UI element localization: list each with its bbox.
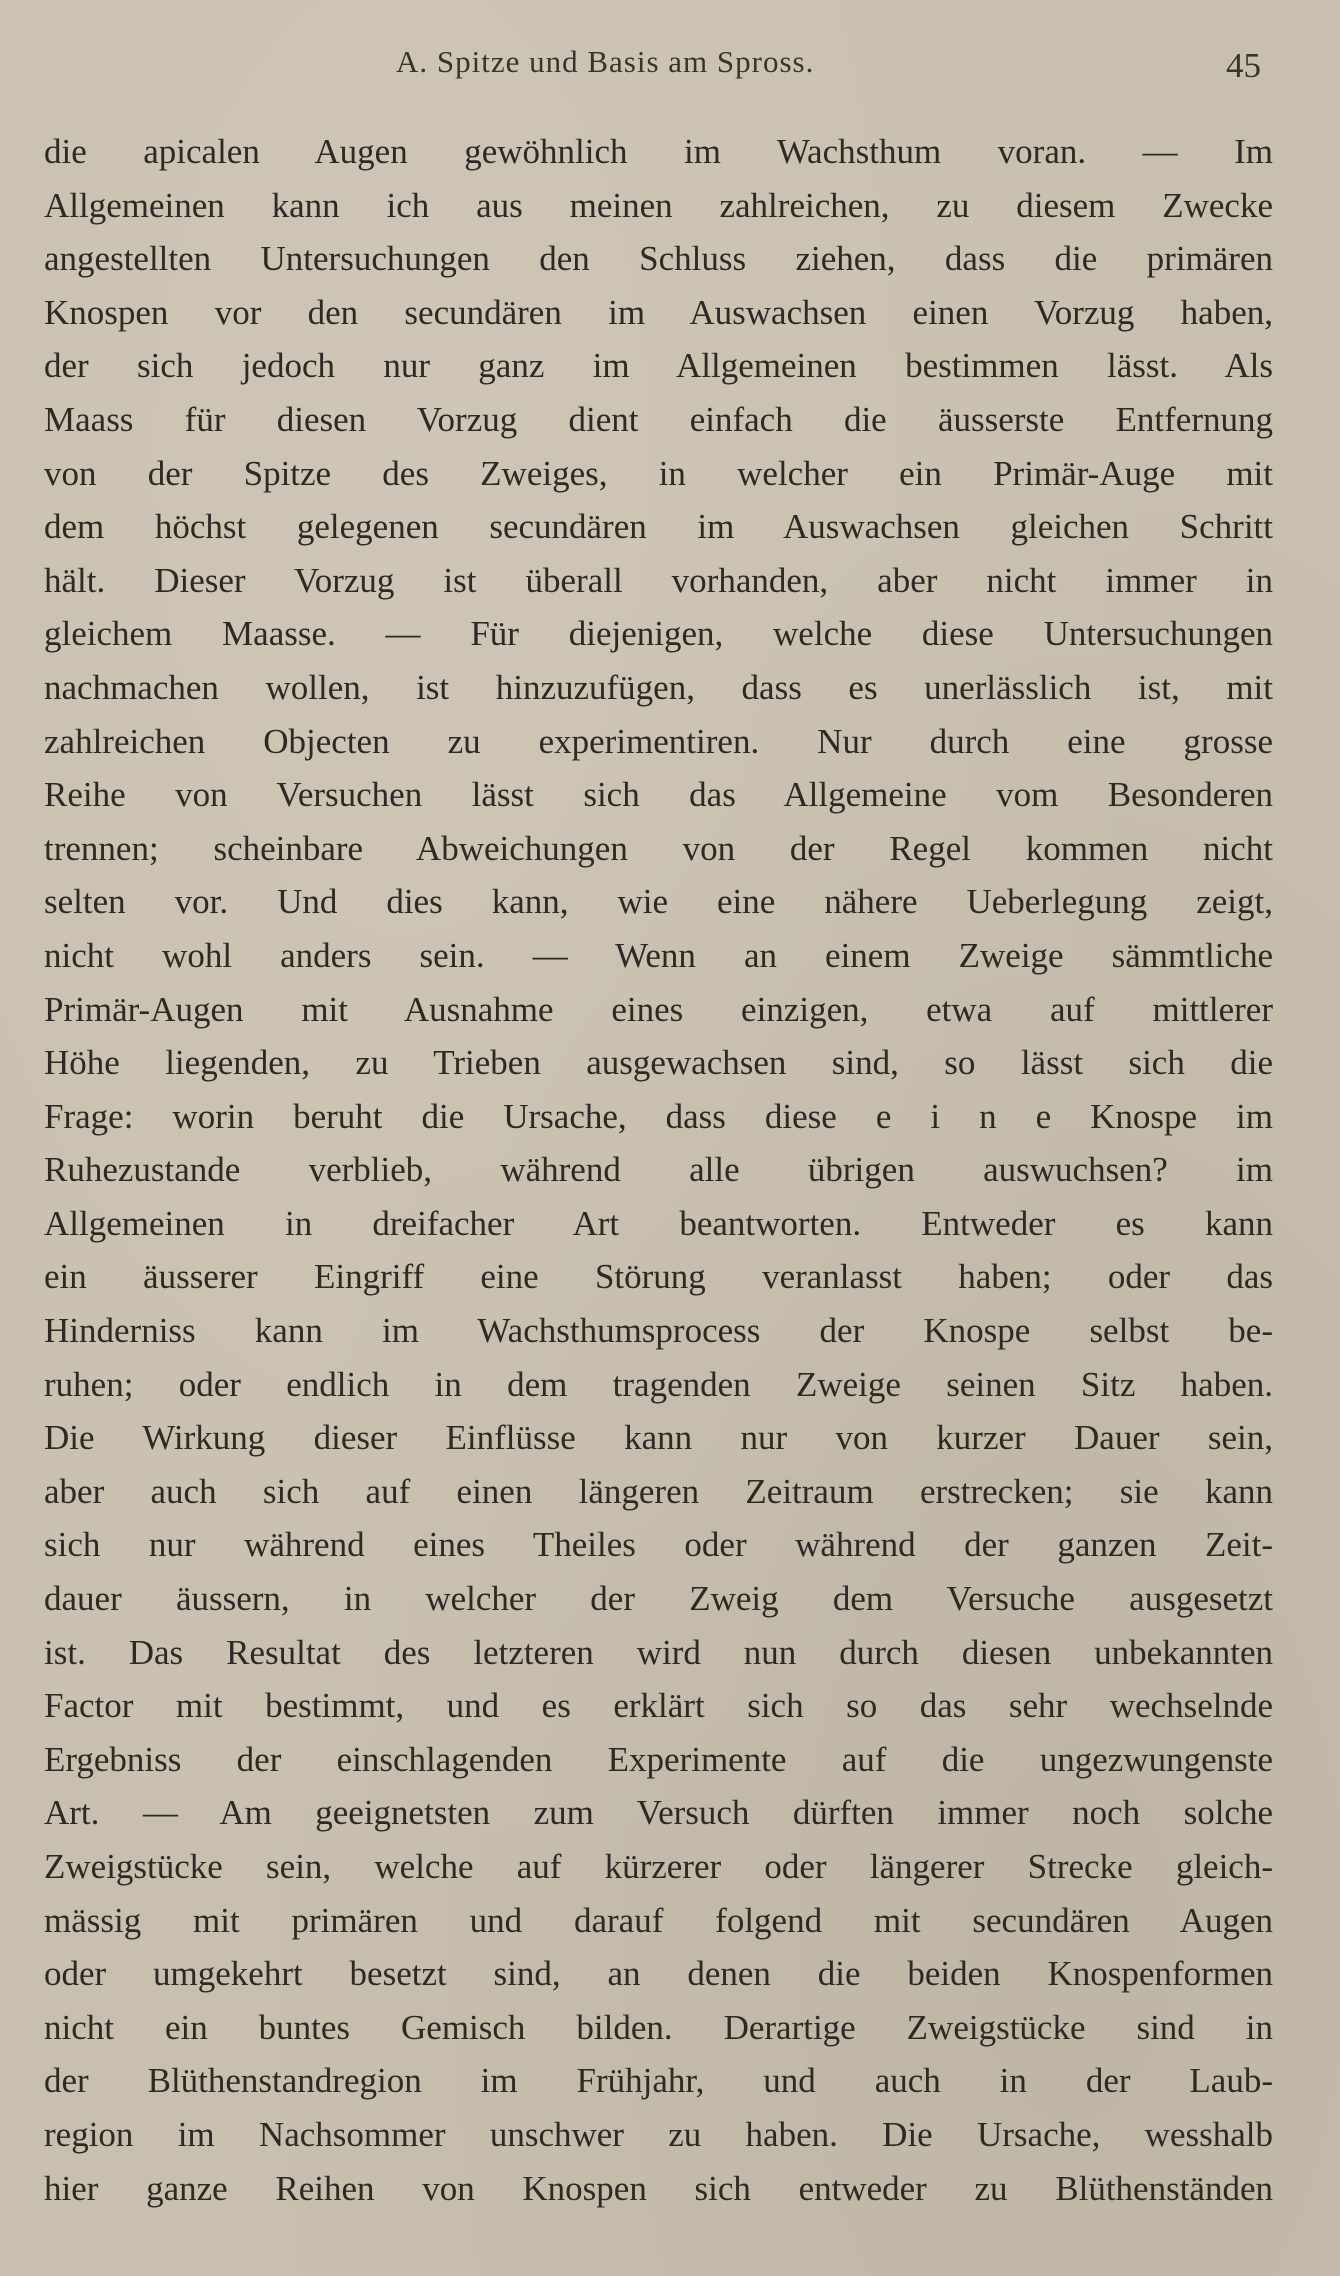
text-line: Knospen vor den secundären im Auswachsen einen Vorzug haben,: [44, 292, 1273, 332]
text-line: der sich jedoch nur ganz im Allgemeinen bestimmen lässt. Als: [44, 346, 1273, 386]
text-line: angestellten Untersuchungen den Schluss ziehen, dass die primären: [44, 239, 1273, 279]
text-line: Reihe von Versuchen lässt sich das Allgemeine vom Besonderen: [44, 775, 1273, 815]
text-line: dauer äussern, in welcher der Zweig dem Versuche ausgesetzt: [44, 1579, 1273, 1619]
text-line: Hinderniss kann im Wachsthumsprocess der Knospe selbst be-: [44, 1311, 1273, 1351]
text-line: hier ganze Reihen von Knospen sich entweder zu Blüthenständen: [44, 2168, 1273, 2208]
text-line: Maass für diesen Vorzug dient einfach die äusserste Entfernung: [44, 399, 1273, 439]
text-line: gleichem Maasse. — Für diejenigen, welche diese Untersuchungen: [44, 614, 1273, 654]
text-line: Primär-Augen mit Ausnahme eines einzigen, etwa auf mittlerer: [44, 989, 1273, 1029]
text-line: die apicalen Augen gewöhnlich im Wachsthum voran. — Im: [44, 132, 1273, 171]
text-line: Allgemeinen kann ich aus meinen zahlreichen, zu diesem Zwecke: [44, 185, 1273, 225]
text-line: nicht ein buntes Gemisch bilden. Derartige Zweigstücke sind in: [44, 2007, 1273, 2047]
text-line: Frage: worin beruht die Ursache, dass diese e i n e Knospe im: [44, 1096, 1273, 1136]
text-line: der Blüthenstandregion im Frühjahr, und auch in der Laub-: [44, 2061, 1273, 2101]
text-line: nachmachen wollen, ist hinzuzufügen, dass es unerlässlich ist, mit: [44, 667, 1273, 707]
text-line: Höhe liegenden, zu Trieben ausgewachsen sind, so lässt sich die: [44, 1043, 1273, 1083]
text-line: nicht wohl anders sein. — Wenn an einem Zweige sämmtliche: [44, 935, 1273, 975]
text-line: Die Wirkung dieser Einflüsse kann nur von kurzer Dauer sein,: [44, 1418, 1273, 1458]
running-head: [0, 44, 1340, 94]
text-line: aber auch sich auf einen längeren Zeitraum erstrecken; sie kann: [44, 1471, 1273, 1511]
text-line: Factor mit bestimmt, und es erklärt sich so das sehr wechselnde: [44, 1686, 1273, 1726]
text-line: Ergebniss der einschlagenden Experimente auf die ungezwungenste: [44, 1739, 1273, 1779]
text-line: ist. Das Resultat des letzteren wird nun durch diesen unbekannten: [44, 1632, 1273, 1672]
text-line: Zweigstücke sein, welche auf kürzerer oder längerer Strecke gleich-: [44, 1847, 1273, 1886]
text-line: region im Nachsommer unschwer zu haben. Die Ursache, wesshalb: [44, 2114, 1273, 2154]
text-line: hält. Dieser Vorzug ist überall vorhanden, aber nicht immer in: [44, 560, 1273, 600]
page-number: 45: [1226, 46, 1261, 85]
text-line: von der Spitze des Zweiges, in welcher ein Primär-Auge mit: [44, 453, 1273, 493]
text-line: trennen; scheinbare Abweichungen von der Regel kommen nicht: [44, 828, 1273, 868]
text-line: ruhen; oder endlich in dem tragenden Zweige seinen Sitz haben.: [44, 1364, 1273, 1404]
text-line: Art. — Am geeignetsten zum Versuch dürften immer noch solche: [44, 1793, 1273, 1833]
text-line: selten vor. Und dies kann, wie eine nähere Ueberlegung zeigt,: [44, 882, 1273, 922]
text-line: sich nur während eines Theiles oder während der ganzen Zeit-: [44, 1525, 1273, 1565]
body-text: [44, 125, 1273, 2215]
text-line: mässig mit primären und darauf folgend mit secundären Augen: [44, 1900, 1273, 1940]
running-title: A. Spitze und Basis am Spross.: [396, 44, 815, 79]
text-line: oder umgekehrt besetzt sind, an denen die beiden Knospenformen: [44, 1954, 1273, 1994]
text-line: dem höchst gelegenen secundären im Auswachsen gleichen Schritt: [44, 507, 1273, 547]
text-line: ein äusserer Eingriff eine Störung veranlasst haben; oder das: [44, 1257, 1273, 1297]
text-line: zahlreichen Objecten zu experimentiren. Nur durch eine grosse: [44, 721, 1273, 761]
text-line: Allgemeinen in dreifacher Art beantworten. Entweder es kann: [44, 1203, 1273, 1243]
text-line: Ruhezustande verblieb, während alle übrigen auswuchsen? im: [44, 1150, 1273, 1190]
